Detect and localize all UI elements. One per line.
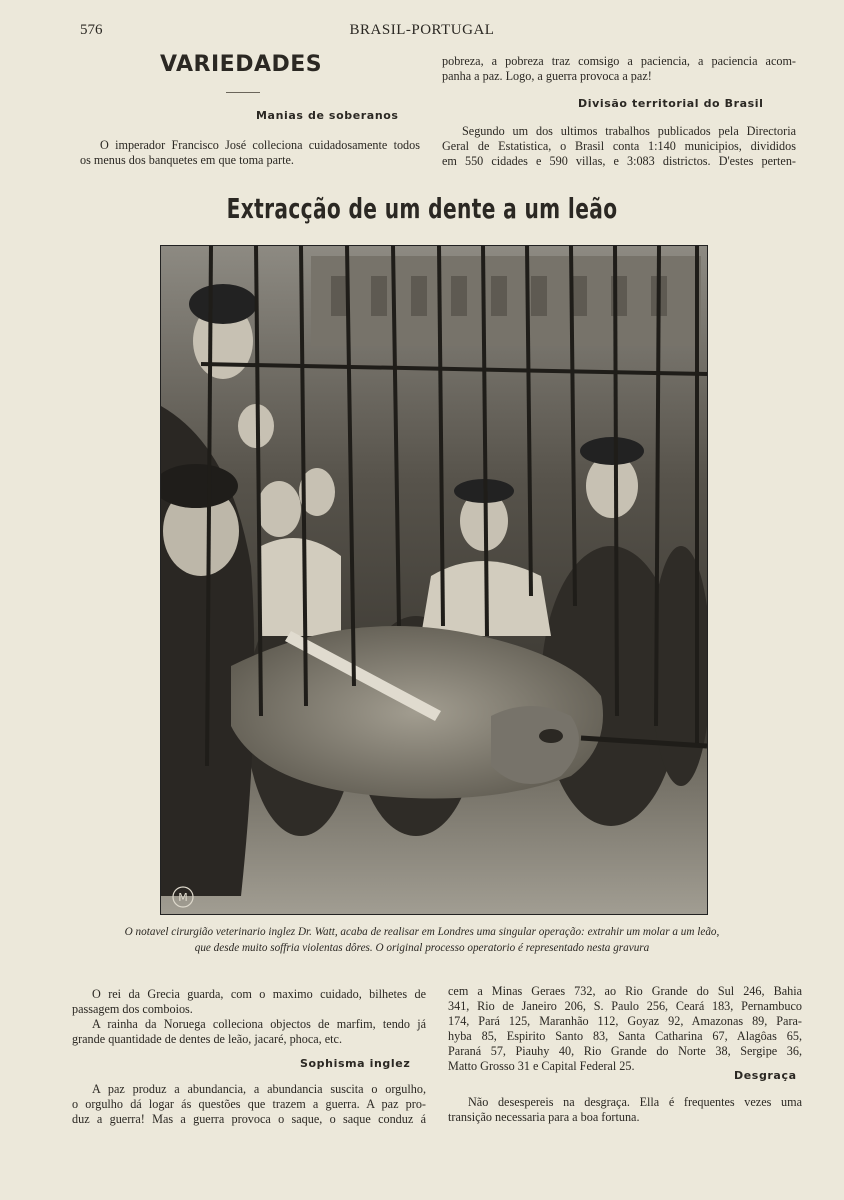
paragraph-estados [448,984,802,1074]
text-line: pobreza, a pobreza traz comsigo a paciencia, a paciencia acom- [442,54,796,68]
text-line: duz a guerra! Mas a guerra provoca o saque, o saque conduz á [72,1112,426,1126]
divider [226,92,260,93]
text-line: Segundo um dos ultimos trabalhos publicados pela Directoria [462,124,796,138]
section-title: VARIEDADES [160,52,323,77]
text-line: em 550 cidades e 590 villas, e 3:083 districtos. D'estes perten- [442,154,796,168]
paragraph-sophisma [72,1082,426,1127]
caption-line: O notavel cirurgião veterinario inglez Dr. Watt, acaba de realisar em Londres uma singular operação: extrahir um molar a um leão, [124,926,720,938]
paragraph-imperador [80,138,420,168]
text-line: Não desespereis na desgraça. Ella é frequentes vezes uma [468,1095,802,1109]
lion-operation-photo [160,245,708,915]
text-line: Geral de Estatistica, o Brasil conta 1:140 municipios, divididos [442,139,796,153]
photo-illustration [161,246,707,914]
text-line: os menus dos banquetes em que toma parte. [80,153,294,167]
text-line: cem a Minas Geraes 732, ao Rio Grande do Sul 246, Bahia [448,984,802,998]
text-line: 174, Pará 125, Maranhão 112, Goyaz 92, Amazonas 89, Para- [448,1014,802,1028]
text-line: grande quantidade de dentes de leão, jacaré, phoca, etc. [72,1032,343,1046]
text-line: O rei da Grecia guarda, com o maximo cuidado, bilhetes de [92,987,426,1001]
paragraph-desgraca [448,1095,802,1125]
text-line: Paraná 57, Piauhy 40, Rio Grande do Norte 38, Sergipe 36, [448,1044,802,1058]
subhead-manias: Manias de soberanos [256,109,399,122]
text-line: Matto Grosso 31 e Capital Federal 25. [448,1059,635,1073]
text-line: hyba 85, Espirito Santo 83, Santa Catharina 67, Alagôas 65, [448,1029,802,1043]
photo-monogram: M [178,891,188,904]
subhead-divisao: Divisão territorial do Brasil [578,97,764,110]
text-line: 341, Rio de Janeiro 206, S. Paulo 256, Ceará 183, Pernambuco [448,999,802,1013]
text-line: o orgulho dá logar ás questões que trazem a guerra. A paz pro- [72,1097,426,1111]
text-line: passagem dos comboios. [72,1002,193,1016]
paragraph-pobreza [442,54,796,84]
text-line: A rainha da Noruega colleciona objectos de marfim, tendo já [92,1017,426,1031]
running-title: BRASIL-PORTUGAL [349,22,495,38]
text-line: panha a paz. Logo, a guerra provoca a paz! [442,69,652,83]
text-line: transição necessaria para a boa fortuna. [448,1110,640,1124]
subhead-sophisma: Sophisma inglez [300,1057,411,1070]
subhead-desgraca: Desgraça [734,1069,797,1082]
paragraph-divisao [442,124,796,169]
paragraph-rei-grecia [72,987,426,1047]
caption-line: que desde muito soffria violentas dôres. O original processo operatorio é representado nesta gravura [194,942,650,954]
article-title: Extracção de um dente a um leão [226,192,618,225]
text-line: A paz produz a abundancia, a abundancia suscita o orgulho, [92,1082,426,1096]
text-line: O imperador Francisco José colleciona cuidadosamente todos [100,138,420,152]
page-number: 576 [80,22,103,38]
photo-caption [80,924,764,956]
